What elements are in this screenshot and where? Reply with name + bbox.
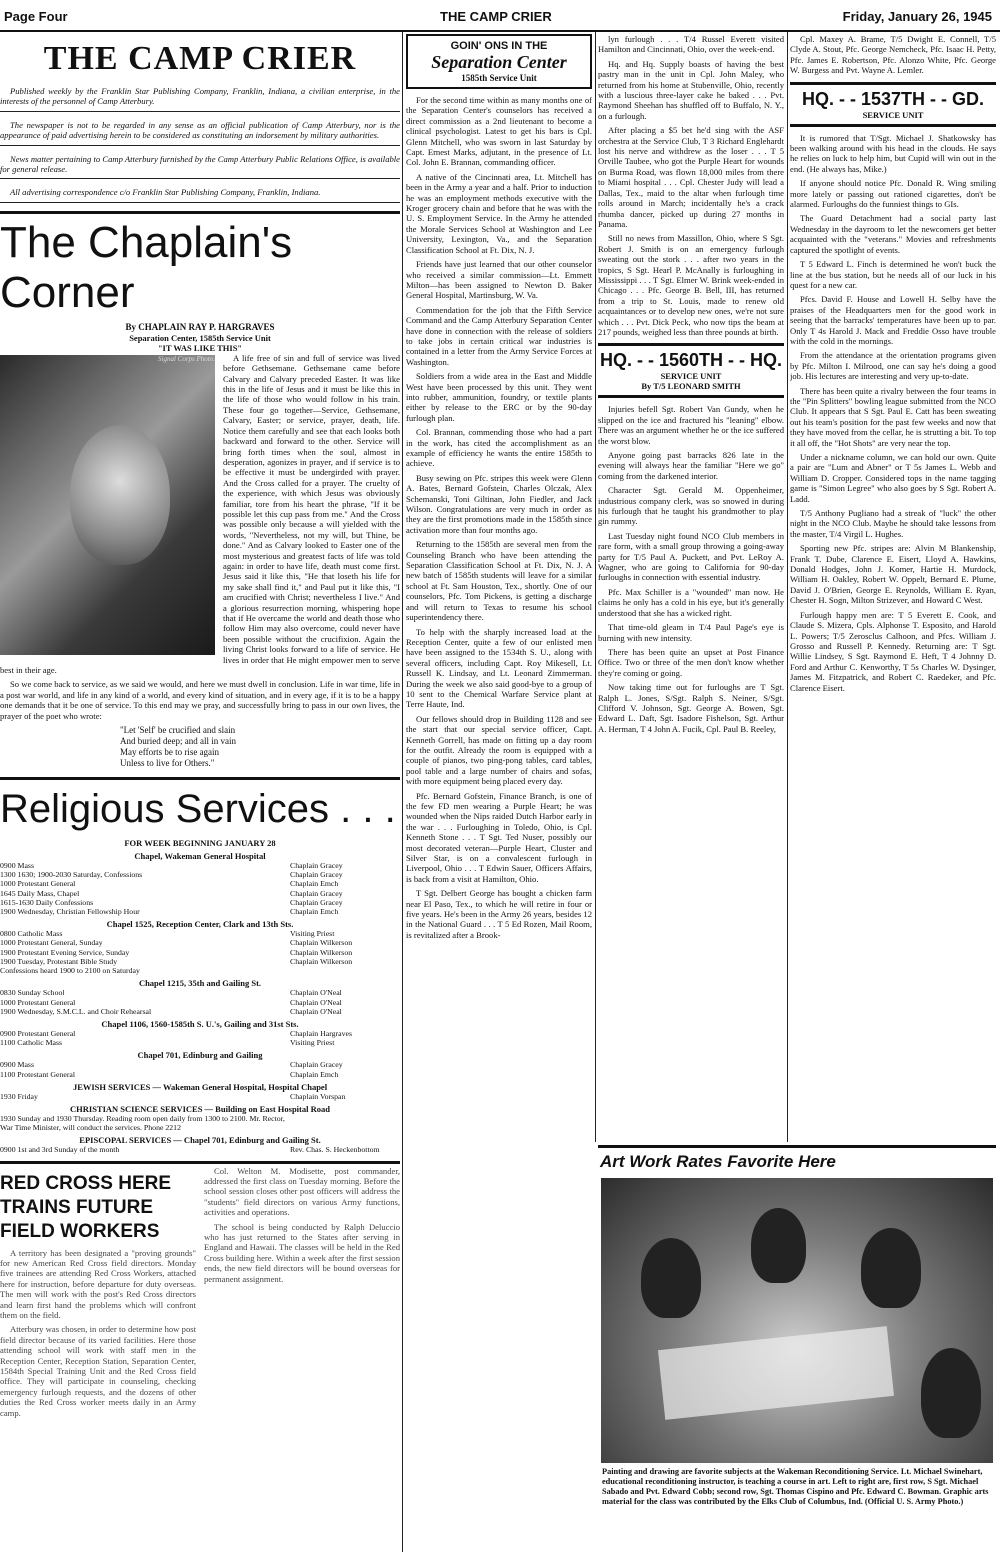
article-paragraph: From the attendance at the orientation programs given by Pfc. Milton I. Milrood, one can say he's doing a good job. His lectures are interesting and very up-to-date. (790, 350, 996, 382)
article-paragraph: Our fellows should drop in Building 1128 and see the start that our special service officer, Capt. Kenneth Gorrell, has made on fitting up a day room for the outfit. Already the room is equipped with a couple of pianos, two ping-pong tables, card tables, pool table and a large number of chairs and sofas, with more equipment being placed every day. (406, 713, 592, 787)
column-rule (595, 32, 596, 1142)
column-three (598, 34, 784, 1142)
chapel-name: JEWISH SERVICES — Wakeman General Hospital, Hospital Chapel (72, 1081, 328, 1092)
article-paragraph: Commendation for the job that the Fifth Service Command and the Camp Atterbury Separation Center have done in connection with the release of soldiers to take jobs in certain critical war industries is contained in a letter from the Army Service Forces at Washington. (406, 304, 592, 367)
artwork-photo (601, 1178, 993, 1463)
article-paragraph: A native of the Cincinnati area, Lt. Mitchell has been in the Army a year and a half. Prior to induction he was an employment methods executive with the Kroger grocery chain and before that he was with the U. S. Employment Service. In the Army he attended the Morale Services School at Washington and Lee University, Lexington, Va., and the Separation Classification School at Ft. Dix, N. J. (406, 171, 592, 255)
service-time: 1900 Wednesday, S.M.C.L. and Choir Rehearsal (0, 1006, 152, 1016)
separation-kicker: GOIN' ONS IN THE (450, 40, 548, 52)
article-paragraph: There has been quite a rivalry between the four teams in the "Pin Splitters" bowling league submitted from the NCO Club. It appears that S Sgt. Paul E. Catt has been sweating out his team's position for the past few weeks and now that they have moved from the cellar, he is strutting a bit. To top it all off, the "Hot Shots" are very near the top. (790, 385, 996, 448)
poem-line: And buried deep; and all in vain (120, 736, 236, 747)
masthead-note: All advertising correspondence c/o Franklin Star Publishing Company, Franklin, Indiana. (0, 183, 400, 202)
article-paragraph: T 5 Edward L. Finch is determined he won't buck the line at the bus station, but he needs all of our luck in his quest for a new car. (790, 259, 996, 290)
redcross-continued (204, 1166, 400, 1423)
poem (0, 725, 400, 769)
service-row (0, 1092, 400, 1101)
column-one (0, 34, 400, 1549)
redcross-paragraph: Atterbury was chosen, in order to determine how post field director because of its varied facilities. Here those attending school will work with staff men in the Reception Center, Reception Station, Separation Center, 1584th Special Training Unit and the Red Cross field office. They will participate in counseling, checking emergency furlough requests, and the dozens of other duties the Red Cross worker meets daily in an Army camp. (0, 1324, 196, 1418)
chaplain-article-title: "IT WAS LIKE THIS" (157, 342, 243, 353)
column-two (406, 34, 592, 1549)
service-time: 1100 Protestant General (0, 1069, 76, 1079)
chapel-name: Chapel 1106, 1560-1585th S. U.'s, Gailing and 31st Sts. (101, 1018, 299, 1029)
service-row (0, 957, 400, 966)
hq1537-header (790, 82, 996, 127)
poem-line: May efforts be to rise again (120, 747, 220, 758)
chapel-name: EPISCOPAL SERVICES — Chapel 701, Edinburg and Gailing St. (79, 1135, 321, 1146)
article-paragraph: Pfc. Bernard Gofstein, Finance Branch, is one of the few FD men wearing a Purple Heart; he was wounded when the Nips raided Dutch Harbor early in the war . . . Furloughing in Toledo, Ohio, is Cpl. Kenneth Stone . . . T Sgt. Ted Nuser, possibly our most decorated veteran—Purple Heart, Cluster and Silver Star, is on a convalescent furlough in Liverpool, Ohio . . . T Edwin Sauer, Officers Affairs, is back from a visit at Hamilton, Ohio. (406, 790, 592, 884)
service-row (0, 898, 400, 907)
service-time: 1000 Protestant General (0, 879, 76, 889)
article-paragraph: It is rumored that T/Sgt. Michael J. Shatkowsky has been walking around with his head in the clouds. He says he relies on luck to help him, but Cupid will win out in the end. (He always has, Mike.) (790, 132, 996, 174)
service-row (0, 948, 400, 957)
redcross-paragraph: A territory has been designated a "proving grounds" for new American Red Cross field directors. Monday five trainees are attending Red Cross Workers, attached here for instruction, before departure for duty overseas. The men will work with the post's Red Cross directors and learn first hand the problems which will confront them on the field. (0, 1247, 196, 1320)
article-paragraph: If anyone should notice Pfc. Donald R. Wing smiling more lately or passing out rationed cigarettes, don't be alarmed. Furloughs do the funniest things to GIs. (790, 178, 996, 210)
service-officiant: Chaplain O'Neal (290, 1006, 342, 1016)
artwork-feature (598, 1145, 996, 1553)
service-row (0, 1060, 400, 1069)
chapel-name: CHRISTIAN SCIENCE SERVICES — Building on East Hospital Road (70, 1103, 330, 1114)
article-paragraph: Injuries befell Sgt. Robert Van Gundy, when he slipped on the ice and fractured his "leaning" elbow. There was an argument whether he or the ice suffered the worst blow. (598, 404, 784, 446)
service-officiant: Chaplain Emch (290, 879, 339, 889)
separation-title: Separation Center (431, 52, 567, 72)
service-time: 1615-1630 Daily Confessions (0, 897, 94, 907)
chaplain-byline: By CHAPLAIN RAY P. HARGRAVES (125, 321, 275, 332)
photo-credit: Signal Corps Photo. (158, 354, 215, 363)
service-officiant: Chaplain Emch (290, 1069, 339, 1079)
separation-continued (598, 34, 784, 337)
service-time: 1645 Daily Mass, Chapel (0, 888, 80, 898)
redcross-paragraph: The school is being conducted by Ralph Deluccio who has just returned to the States after serving in England and Hawaii. The classes will be held in the Red Cross building here. Within a week after the first session ends, the new field directors will be bound overseas for permanent assignment. (204, 1221, 400, 1284)
service-row (0, 861, 400, 870)
service-officiant: Chaplain Wilkerson (290, 938, 353, 948)
service-officiant: Chaplain O'Neal (290, 997, 342, 1007)
service-officiant: Chaplain Wilkerson (290, 956, 353, 966)
service-row (0, 879, 400, 888)
article-paragraph: Still no news from Massillon, Ohio, where S Sgt. Robert J. Smith is on an emergency furlough sweating out the stork . . . after two years in the tropics, S Sgt. Hearl P. McAnally is furloughing in Mississippi . . . T Sgt. Elmer W. Brink week-ended in Chicago . . . Pfc. George B. Bell, III, has returned from a trip to St. Louis, made to renew old acquaintances or to develop new ones, we're not sure which . . . Pvt. Dick Peck, who now tips the beam at 217 pounds, weighed less than three pounds at birth. (598, 233, 784, 337)
article-paragraph: Now taking time out for furloughs are T Sgt. Ralph L. Jones, S/Sgt. Ralph S. Neiner, S/Sgt. Clifford V. Johnson, Sgt. George A. Bowen, Sgt. Edward L. Daft, Sgt. Isadore Fishelson, Sgt. Arthur A. Herman, T 4 John A. Fucik, Cpl. Paul B. Reeley, (598, 682, 784, 734)
service-row (0, 1114, 400, 1132)
article-paragraph: Sporting new Pfc. stripes are: Alvin M Blankenship, Frank T. Dube, Clarence E. Eisert, Lloyd A. Hawkins, Donald Hodges, John J. Komer, Hartie H. Murdock, William H. Oakley, Robert W. Oppelt, Bernard E. Plume, David J. O'Brien, George E. Reynolds, William E. Ryan, Chester H. Sogn, Milton Strizever, and Howard C West. (790, 543, 996, 606)
service-time: 0900 Protestant General (0, 1028, 76, 1038)
service-officiant: Rev. Chas. S. Heckenbottom (290, 1145, 380, 1155)
redcross-paragraph: Col. Welton M. Modisette, post commander, addressed the first class on Tuesday morning. Before the school session closes other post officers will address the "students" field directors on various Army functions, activities and operations. (204, 1165, 400, 1218)
hq1537-title: HQ. - - 1537TH - - GD. (801, 88, 985, 109)
article-paragraph: Pfc. Max Schiller is a "wounded" man now. He claims he only has a cold in his eye, but it's generally understood that she has a wicked right. (598, 586, 784, 618)
service-time: 1300 1630; 1900-2030 Saturday, Confessions (0, 870, 143, 880)
service-time: 0900 1st and 3rd Sunday of the month (0, 1145, 120, 1155)
service-officiant: Chaplain Emch (290, 907, 339, 917)
service-time: 0900 Mass (0, 1060, 35, 1070)
service-row (0, 1145, 400, 1154)
hq1560-header (598, 343, 784, 398)
article-paragraph: lyn furlough . . . T/4 Russel Everett visited Hamilton and Cincinnati, Ohio, over the week-end. (598, 34, 784, 55)
article-paragraph: Returning to the 1585th are several men from the Counseling Branch who have been attending the Separation Classification School at Ft. Dix, N. J. A new batch of 1585th students will leave for a similar school at Ft. Sam Houston, Tex., shortly. One of our counselors, Pfc. Tom Pickens, is getting a discharge and will return to Texas to resume his school superintendency there. (406, 539, 592, 623)
service-officiant: Chaplain O'Neal (290, 988, 342, 998)
service-row (0, 907, 400, 916)
chapel-name: Chapel 701, Edinburg and Gailing (137, 1050, 263, 1061)
article-paragraph: Pfcs. David F. House and Lowell H. Selby have the praises of the Headquarters men for the good work in seeing that the barracks' temperatures have been up to par. Only T 4s Harold J. Mack and Freddie Osso have trouble with the cold in the mornings. (790, 294, 996, 346)
service-officiant: Visiting Priest (290, 929, 335, 939)
chapel-name: Chapel, Wakeman General Hospital (134, 851, 266, 862)
service-time: 1900 Protestant Evening Service, Sunday (0, 947, 130, 957)
page-number: Page Four (4, 9, 68, 24)
service-row (0, 1070, 400, 1079)
service-officiant: Chaplain Gracey (290, 888, 343, 898)
column-rule (402, 32, 403, 1552)
issue-date: Friday, January 26, 1945 (842, 9, 992, 24)
redcross-article (0, 1166, 196, 1423)
service-time: 1900 Wednesday, Christian Fellowship Hour (0, 907, 140, 917)
service-time: 0800 Catholic Mass (0, 929, 63, 939)
article-paragraph: Friends have just learned that our other counselor who received a similar commission—Lt. Emmett Milton—has been assigned to Newton D. Baker General Hospital, Martinsburg, W. Va. (406, 259, 592, 301)
service-officiant: Chaplain Vorspan (290, 1091, 346, 1101)
article-paragraph: Furlough happy men are: T 5 Everett E. Cook, and Claude S. Mizera, Cpls. Alphonse T. Esposito, and Harold L. Powers; T/5 Zerosclus Calhoon, and Pfcs. William J. Grosso and Russell P. Kennedy. Returning are: T Sgt. Willie Lindsey, S Sgt. Raymond E. Heft, T 4 Johnny D. Ford and Arthur C. Kenworthy, T 5s Charles W. Dysinger, James M. Fitzpatrick, and Robert C. Raedeker, and Pfc. Clarence Eisert. (790, 609, 996, 693)
separation-unit: 1585th Service Unit (461, 73, 537, 83)
hq1560-unit: SERVICE UNIT (660, 371, 722, 382)
chaplain-headline: The Chaplain's Corner (0, 211, 400, 318)
service-row (0, 998, 400, 1007)
chapel-name: Chapel 1215, 35th and Gailing St. (138, 978, 262, 989)
service-time: 1900 Tuesday, Protestant Bible Study (0, 956, 118, 966)
hq1560-title: HQ. - - 1560TH - - HQ. (599, 350, 783, 371)
service-officiant: Chaplain Gracey (290, 861, 343, 871)
article-paragraph: Hq. and Hq. Supply boasts of having the best pastry man in the unit in Cpl. John Maley, who returned from his home at Stubenville, Ohio, recently with a luscious three-layer cake he baked . . . Pvt. Raymond Sheehan has shuffled off to Buffalo, N. Y., on a furlough. (598, 58, 784, 121)
article-paragraph: For the second time within as many months one of the Separation Center's counselors has received a direct commission as a 2nd lieutenant to become a clinical psychologist. Latest to get his bars is Cpl. Glenn Mitchell, who was sworn in last Saturday by Capt. Ernest Marks, adjutant, in the presence of Lt. Col. John E. Brannan, commanding officer. (406, 95, 592, 168)
chaplain-article (0, 353, 400, 769)
column-four-lead: Cpl. Maxey A. Brame, T/5 Dwight E. Connell, T/5 Clyde A. Stout, Pfc. George Nemcheck, Pfc. Isaac H. Petty, Pfc. James E. Robertson, Pfc. Alonzo White, Pfc. George W. Burgess and Pvt. Wayne A. Lemler. (790, 34, 996, 76)
religious-headline: Religious Services . . . (0, 777, 400, 834)
article-paragraph: Under a nickname column, we can hold our own. Quite a pair are "Lum and Abner" or T 5s James L. Webb and William D. Cropper. Considered tops in the name tagging game is "Simon Legree" who also goes by S Sgt. Robert A. Ladd. (790, 452, 996, 504)
article-paragraph: Last Tuesday night found NCO Club members in rare form, with a small group throwing a going-away party for T/5 Paul A. Puckett, and Pvt. LeRoy A. Wagner, who are going to California for 90-day furloughs in connection with essential industry. (598, 530, 784, 583)
chaplain-portrait (0, 355, 215, 655)
service-schedule (0, 851, 400, 1154)
service-officiant (290, 1114, 400, 1132)
service-row (0, 929, 400, 938)
redcross-headline: RED CROSS HERE TRAINS FUTURE FIELD WORKERS (0, 1172, 172, 1242)
service-officiant: Chaplain Wilkerson (290, 947, 353, 957)
article-paragraph: Soldiers from a wide area in the East and Middle West have been processed by this unit. They went into rubber, ammunition, foundry, or textile plants either by release to the ERC or by the 90-day furlough plan. (406, 371, 592, 423)
page-header (0, 0, 1000, 32)
service-time: 1100 Catholic Mass (0, 1038, 63, 1048)
separation-article (406, 95, 592, 940)
service-row (0, 988, 400, 997)
service-time: 1000 Protestant General, Sunday (0, 938, 103, 948)
article-paragraph: Character Sgt. Gerald M. Oppenheimer, industrious company clerk, was so snowed in during his furlough that he taught his grandmother to play gin rummy. (598, 485, 784, 527)
service-time: 1930 Friday (0, 1091, 38, 1101)
hq1560-byline: By T/5 LEONARD SMITH (641, 381, 741, 392)
chaplain-paragraph: So we come back to service, as we said we would, and here we must dwell in conclusion. Life in war time, life in a post war world, and life in any kind of a world, and every kind of situation, and in every age, if it is to be a happy one demands that it be one of service. To this end may we pray, and successfully bring to pass in our own lives, the prayer of the poet who wrote: (0, 679, 400, 721)
article-paragraph: After placing a $5 bet he'd sing with the ASF orchestra at the Service Club, T 3 Richard Englehardt lost his nerve and withdrew as the loser . . . T 5 Orville Taubee, who got the Purple Heart for wounds on Burma Road, was flown 18,000 miles from there to Miami hospital . . . Cpl. Chester Judy will lead a Dallas, Tex., maid to the altar when furlough time rolls around in March; incidentally he's a crack rhumba dancer, picked up during 27 months in Panama. (598, 125, 784, 229)
service-time: 0830 Sunday School (0, 988, 65, 998)
hq1560-article (598, 404, 784, 734)
article-paragraph: That time-old gleam in T/4 Paul Page's eye is burning with new intensity. (598, 622, 784, 643)
chapel-name: Chapel 1525, Reception Center, Clark and 13th Sts. (106, 919, 294, 930)
article-paragraph: Busy sewing on Pfc. stripes this week were Glenn A. Bates, Bernard Gofstein, Charles Olczak, Alex Schemanski, Toni Giltinan, John Fiedler, and Jack Wilson. Congratulations are very much in order as they are the first promotions made in the 1585th since activation more than four months ago. (406, 472, 592, 535)
masthead-note: News matter pertaining to Camp Atterbury furnished by the Camp Atterbury Public Relations Office, is available for general release. (0, 150, 400, 180)
schedule-week: FOR WEEK BEGINNING JANUARY 28 (124, 838, 276, 849)
hq1537-unit: SERVICE UNIT (862, 109, 924, 120)
article-paragraph: There has been quite an upset at Post Finance Office. Two or three of the men don't know whether they're coming or going. (598, 646, 784, 678)
service-officiant: Chaplain Gracey (290, 1060, 343, 1070)
service-officiant: Chaplain Hargraves (290, 1028, 352, 1038)
poem-line: "Let 'Self' be crucified and slain (120, 725, 236, 736)
article-paragraph: Col. Brannan, commending those who had a part in the work, has cited the accomplishment as an example of efficiency he wants the entire 1585th to achieve. (406, 427, 592, 469)
service-time: Confessions heard 1900 to 2100 on Saturday (0, 966, 140, 976)
artwork-caption: Painting and drawing are favorite subjects at the Wakeman Reconditioning Service. Lt. Michael Swinehart, educational reconditioning instructor, is teaching a course in art. Left to right are, first row, S Sgt. Michael Sabado and Pvt. Edward Cobb; second row, Sgt. Thomas Cispino and Pfc. Edward C. Bowman. Graphic arts material for the class was contributed by the Elks Club of Columbus, Ind. (Official U. S. Army Photo.) (602, 1467, 989, 1506)
service-officiant: Visiting Priest (290, 1038, 335, 1048)
artwork-headline: Art Work Rates Favorite Here (600, 1152, 836, 1171)
chaplain-unit: Separation Center, 1585th Service Unit (129, 332, 271, 343)
service-row (0, 938, 400, 947)
service-officiant (290, 966, 400, 975)
service-row (0, 1038, 400, 1047)
service-row (0, 1007, 400, 1016)
article-paragraph: T Sgt. Delbert George has bought a chicken farm near El Paso, Tex., to which he will retire in four or five years. He's been in the Army 26 years, besides 12 in the National Guard . . . T 5 Ed Rozen, Mail Room, is revitalized after a Brook- (406, 888, 592, 940)
chaplain-paragraph: A life free of sin and full of service was lived before Gethsemane. Gethsemane came before Calvary and Calvary preceded Easter. It was like this in the life of Jesus and it must be like this in the life of those who would follow in his train. These four go together—Service, Gethsemane, Calvary, Easter; or service, prayer, death, life. Notice them carefully and see that each looks both backward and forward to the other. Service will bring forth times when the soul, almost in desperation, agonizes in prayer, and if service is to be effective it must be undergirded with prayer. And the Cross called for a prayer. The cruelty of the experience, with which Jesus was obviously familiar, tore from his heart the phrase, "If it be possible let this cup pass from me." And the Cross was possible only because a will yielded with the words, "Nevertheless, not my will, but Thine, be done." And as Calvary looked to Easter one of the most mysterious and greatest facts of life was told again: in order to have life, death must come first. Jesus said it like this, "He that loseth his life for my sake shall find it," and Paul put it like this, "I am crucified with Christ; nevertheless I live." And a glorious resurrection morning, whispering hope that if He overcame the world and death those who follow Him may also overcome, could never have been possible without the crucifixion. Again the living Christ looks forward to a life of service. He lives in order that He might empower men to serve best in their age. (0, 352, 400, 676)
column-rule (787, 32, 788, 1142)
masthead-note: Published weekly by the Franklin Star Publishing Company, Franklin, Indiana, a civilian enterprise, in the interests of the personnel of Camp Atterbury. (0, 82, 400, 112)
service-time: 0900 Mass (0, 861, 35, 871)
service-row (0, 870, 400, 879)
column-four (790, 34, 996, 1142)
service-row (0, 889, 400, 898)
separation-header (406, 34, 592, 89)
hq1537-article (790, 133, 996, 693)
service-time: 1930 Sunday and 1930 Thursday. Reading room open daily from 1300 to 2100. Mr. Rector, War Time Minister, will conduct the services. Phone 2212 (0, 1113, 285, 1133)
article-paragraph: The Guard Detachment had a social party last Wednesday in the dayroom to let the newcomers get better acquainted with the "veterans." Movies and refreshments captured the spotlight of events. (790, 213, 996, 255)
masthead-note: The newspaper is not to be regarded in any sense as an official publication of Camp Atterbury, nor is the appearance of paid advertising herein to be considered as constituting an indorsement by military authorities. (0, 116, 400, 146)
service-row (0, 966, 400, 975)
service-row (0, 1029, 400, 1038)
service-time: 1000 Protestant General (0, 997, 76, 1007)
service-officiant: Chaplain Gracey (290, 870, 343, 880)
article-paragraph: Anyone going past barracks 826 late in the evening will always hear the familiar "Here we go" coming from the darkened interior. (598, 450, 784, 481)
article-paragraph: To help with the sharply increased load at the Reception Center, quite a few of our enlisted men have been assigned to the 1534th S. U., along with several officers, including Capt. Roy Mikesell, Lt. Russell K. Lindsay, and Lt. Leonard Zimmerman. During the week we also said good-bye to a group of 10 sent to the Chemical Warfare Service plant at Terre Haute, Ind. (406, 626, 592, 710)
paper-name: THE CAMP CRIER (440, 9, 552, 24)
article-paragraph: T/5 Anthony Pugliano had a streak of "luck" the other night in the NCO Club. Maybe he should take lessons from the master, T/4 Virgil L. Hughes. (790, 508, 996, 539)
poem-line: Unless to live for Others." (120, 758, 215, 769)
service-officiant: Chaplain Gracey (290, 897, 343, 907)
masthead-title: THE CAMP CRIER (43, 40, 357, 77)
